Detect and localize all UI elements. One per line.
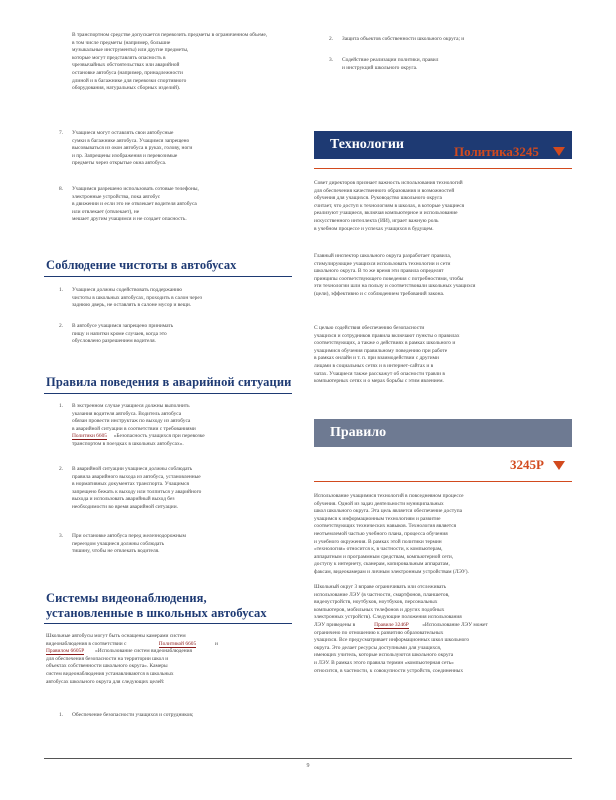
rule-paragraph-2: Школьный округ 3 вправе ограничивать или отслеживать использование ЛЭУ (в частности, смартфонов, планшетов, видеоустройств, ноутбуков, ноутбуков, персональных компьютеров, мобильных телефонов и других подобных электронных устройств). Следующие положения использования ЛЭУ приведены в Правиле 3246P «Использование ЛЭУ может ограничено по отношению к развитию образовательных учащихся. Все предусматривает информационных школ школьного округа. Это делает ресурсы доступными для учащихся, имеющих учитель, которые используются школьного округа и ЛЭУ. В рамках этого правила термин «компьютерная сеть» относится, в частности, к совокупности устройств, соединенных [314, 584, 488, 674]
list-number: 2. [329, 36, 334, 42]
page-number: 9 [306, 763, 310, 769]
policy-number-label [454, 144, 539, 160]
rule-link-3246p[interactable]: Правиле 3246P [374, 621, 409, 628]
list-number: 1. [59, 287, 64, 293]
list-item: 1. В экстренном случае учащиеся должны выполнить указания водителя автобуса. Водитель автобуса обязан провести инструктаж по выходу из автобуса в аварийной ситуации в соответствии с требованиями Политики 6605 «Безопасность учащихся при перевозке транспортом в поездках в школьных автобусах». [59, 403, 205, 447]
list-item: 1. Обеспечение безопасности учащихся и сотрудников; [59, 712, 194, 718]
section-banner-rule: Правило [314, 419, 572, 447]
footer-divider [44, 758, 572, 759]
section-heading-emergency: Правила поведения в аварийной ситуации [46, 375, 292, 389]
rule-paragraph-1: Использование учащимися технологий в повседневном процессе обучения. Одной из задач деятельности муниципальных школ школьного округа. Эта цель является обеспечение доступа учащимся к информационным технологиям и развитие соответствующих технических навыков. Технология является неотъемлемой частью учебного плана, процесса обучения и учебного окружения. В рамках этой политики термин «технология» относится к, в частности, к компьютерам, аппаратным и программным средствам, компьютерной сети, доступу к интернету, сканерам, копировальным аппаратам, факсам, видеокамерам и личным электронным устройствам (ЛЭУ). [314, 493, 469, 575]
triangle-down-icon [553, 147, 565, 156]
policy-link-6605[interactable]: Политики 6605 [72, 433, 107, 440]
list-item: 2. В автобусе учащимся запрещено принимать пищу и напитки кроме случаев, когда это обусловлено разрешением водителя. [59, 323, 174, 345]
policy-link-6605[interactable]: Политикой 6605 [158, 640, 197, 647]
list-number: 7. [59, 130, 64, 136]
technology-paragraph-3: С целью содействия обеспечению безопасности учащихся и сотрудников правила включают пункты о правилах соответствующих, а также о действиях в рамках школьного и учащимися обучения правильному поведению при работе в рамках онлайн и т. п. при взаимодействии с другими лицами в социальных сетях и в интернет-сайтах и в чатах. Учащиеся также расскажут об опасности травли в компьютерных сетях и о мерах борьбы с этим явлением. [314, 325, 460, 385]
list-item: 2. В аварийной ситуации учащиеся должны соблюдать правила аварийного выхода из автобуса, установленные в нормативных документах транспорта. Учащимся запрещено бежать к выходу или толпиться у аварийного выхода и использовать аварийный выход без необходимости во время аварийной ситуации. [59, 466, 202, 510]
video-paragraph: Школьные автобусы могут быть оснащены камерами систем видеонаблюдения в соответствии с Политикой 6605 и Правилом 6605P «Использование систем видеонаблюдения для обеспечения безопасности на территории школ и объектах собственности школьного округа». Камеры систем видеонаблюдения устанавливаются в школьных автобусах школьного округа для следующих целей: [46, 633, 218, 685]
list-item: 7. Учащиеся могут оставлять свои автобусные сумки в багажнике автобуса. Учащимся запрещено высовываться из окон автобуса в руках, голову, ноги и пр. Запрещены изображения и перевозимые предметы через открытые окна автобуса. [59, 130, 193, 167]
list-number: 3. [59, 533, 64, 539]
section-heading-video-2: установленные в школьных автобусах [46, 606, 267, 620]
list-item: 2. Защита объектов собственности школьного округа; и [329, 36, 465, 42]
list-item: 3. Содействие реализации политики, правил и инструкций школьного округа. [329, 57, 439, 71]
list-number: 3. [329, 57, 334, 63]
heading-underline [44, 393, 292, 394]
list-number: 1. [59, 403, 64, 409]
section-banner-technology: Технологии [314, 131, 572, 159]
list-number: 8. [59, 186, 64, 192]
section-heading-cleanliness: Соблюдение чистоты в автобусах [46, 258, 237, 272]
triangle-down-icon [553, 461, 565, 470]
heading-underline [44, 276, 292, 277]
heading-underline [44, 623, 292, 624]
list-item: 8. Учащимся разрешено использовать сотовые телефоны, электронные устройства, пока автобус в движении и если это не отвлекает водителя автобуса или отвлекает (отвлекает), не мешает другим учащимся и не создает опасность. [59, 186, 199, 223]
policy-number: 3245 [512, 144, 539, 159]
list-item: 3. При остановке автобуса перед железнодорожным переездом учащиеся должны соблюдать тишину, чтобы не отвлекать водителя. [59, 533, 186, 555]
orange-divider [314, 168, 572, 169]
section-heading-video-1: Системы видеонаблюдения, [46, 591, 207, 605]
orange-divider [314, 481, 572, 482]
rule-link-6605p[interactable]: Правилом 6605P [46, 648, 85, 655]
rule-number: 3245P [510, 457, 544, 472]
technology-paragraph-1: Совет директоров признает важность использования технологий для обеспечения качественного образования и возможностей обучения для учащихся. Руководство школьного округа считает, что доступ к технологиям в школах, в которые учащиеся реализуют учащиеся, включая компьютерное и использование искусственного интеллекта (ИИ), играет важную роль в учебном процессе и успехах учащихся в будущем. [314, 180, 465, 232]
policy-label: Политика [454, 144, 513, 159]
intro-paragraph: В транспортном средстве допускается перевозить предметы в ограниченном объеме, в том числе предметы (например, большие музыкальные инструменты) или другие предметы, которые могут представлять опасность в чрезвычайных обстоятельствах или аварийной остановке автобуса (например, принадлежности длиной и в багажнике для перевозки спортивного оборудования, натуральных сборных изделий). [72, 32, 268, 92]
list-number: 2. [59, 323, 64, 329]
list-number: 1. [59, 712, 64, 718]
technology-paragraph-2: Главный инспектор школьного округа разработает правила, стимулирующие учащихся использовать технологии и сети школьного округа. В то же время эти правила определят принципы соответствующего поведения с потребностями, чтобы эти технологии шли на пользу и соответствовали школьных учащихся (цели), эффективно и с соблюдением требований закона. [314, 253, 476, 297]
list-number: 2. [59, 466, 64, 472]
list-item: 1. Учащиеся должны содействовать поддержанию чистоты в школьных автобусах, проходить в салон через заднюю дверь, не оставлять в салоне мусор и вещи. [59, 287, 202, 309]
